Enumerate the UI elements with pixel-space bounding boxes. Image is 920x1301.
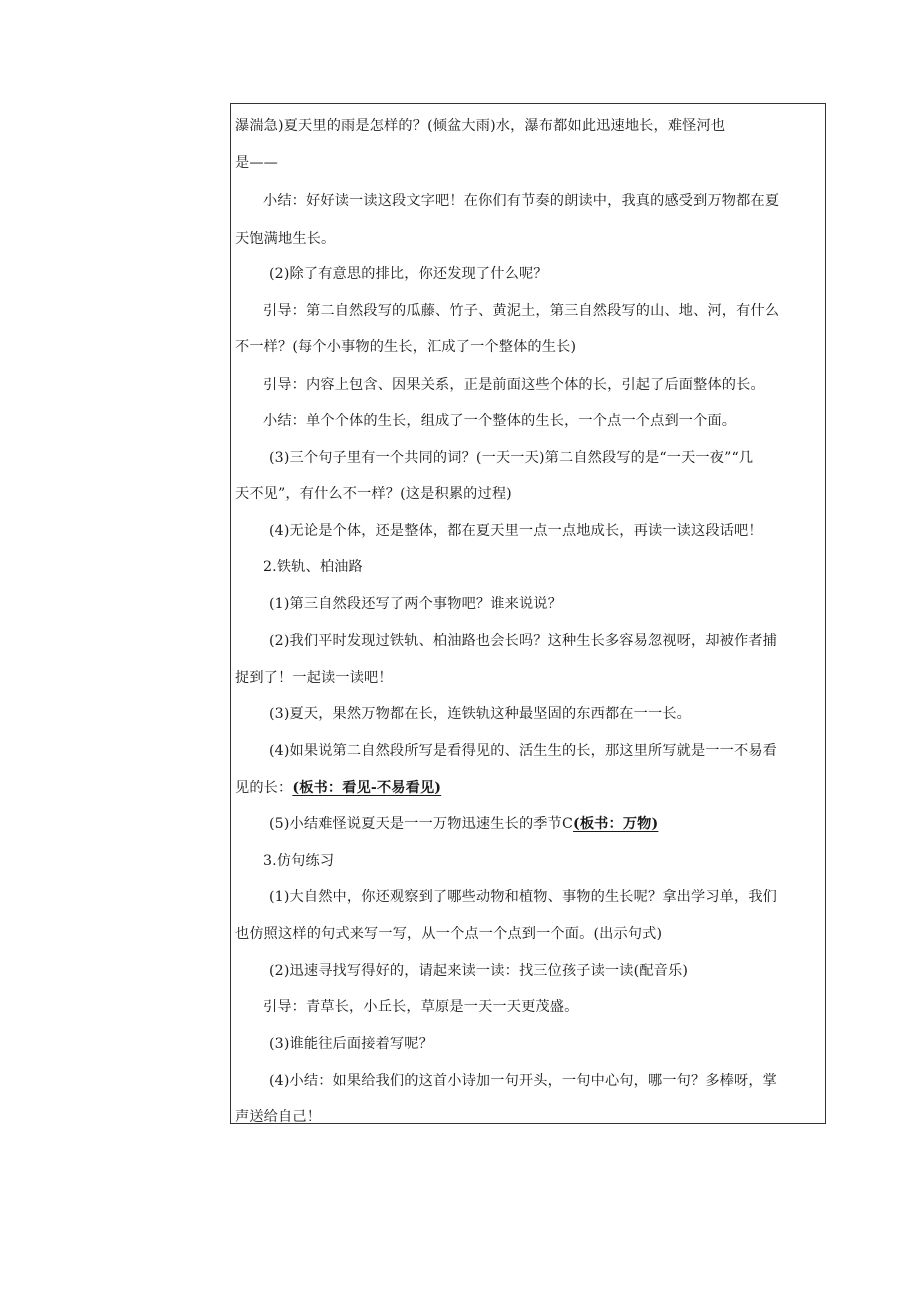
text-line: [235, 412, 825, 430]
text-line: [235, 925, 825, 943]
line-text: 引导：内容上包含、因果关系，正是前面这些个体的长，引起了后面整体的长。: [263, 377, 765, 393]
text-line: [235, 1035, 825, 1053]
text-line: [235, 522, 825, 540]
text-line: [235, 1072, 825, 1090]
line-text: 小结：好好读一读这段文字吧！在你们有节奏的朗读中，我真的感受到万物都在夏: [263, 193, 780, 209]
line-text: 天饱满地生长。: [235, 231, 336, 247]
line-text: (2)除了有意思的排比，你还发现了什么呢？: [269, 266, 548, 282]
line-text: 也仿照这样的句式来写一写，从一个点一个点到一个面。(出示句式): [235, 926, 663, 942]
line-text: (2)我们平时发现过铁轨、柏油路也会长吗？这种生长多容易忽视呀，却被作者捕: [269, 633, 778, 649]
text-line: [235, 705, 825, 723]
text-line: [235, 852, 825, 870]
line-text: 不一样？(每个小事物的生长，汇成了一个整体的生长): [235, 339, 577, 355]
line-text: 天不见”，有什么不一样？(这是积累的过程): [235, 486, 512, 502]
text-line: [235, 558, 825, 576]
text-line: [235, 449, 825, 467]
line-text: 声送给自己！: [235, 1109, 322, 1125]
line-text: (4)如果说第二自然段所写是看得见的、活生生的长，那这里所写就是一一不易看: [269, 743, 778, 759]
text-line: [235, 742, 825, 760]
line-text: (1)第三自然段还写了两个事物吧？谁来说说？: [269, 596, 562, 612]
text-line: [235, 669, 825, 687]
text-line: [235, 485, 825, 503]
text-line: [235, 779, 825, 797]
line-text: 2.铁轨、柏油路: [263, 559, 363, 575]
line-text: (4)小结：如果给我们的这首小诗加一句开头，一句中心句，哪一句？多棒呀，掌: [269, 1073, 778, 1089]
line-text: 小结：单个个体的生长，组成了一个整体的生长，一个点一个点到一个面。: [263, 413, 737, 429]
text-line: [235, 595, 825, 613]
text-line: [235, 632, 825, 650]
text-line: [235, 962, 825, 980]
line-text: (4)无论是个体，还是整体，都在夏天里一点一点地成长，再读一读这段话吧！: [269, 523, 763, 539]
text-line: [235, 117, 825, 135]
line-text: 见的长：: [235, 780, 293, 796]
text-line: [235, 154, 825, 172]
line-text: 是——: [235, 155, 279, 171]
line-text: 引导：青草长，小丘长，草原是一天一天更茂盛。: [263, 999, 579, 1015]
board-note: (板书：万物): [572, 816, 659, 832]
line-text: (3)三个句子里有一个共同的词？(一天一天)第二自然段写的是“一天一夜”“几: [269, 450, 754, 466]
text-line: [235, 376, 825, 394]
text-line: [235, 338, 825, 356]
line-text: (2)迅速寻找写得好的，请起来读一读：找三位孩子读一读(配音乐): [269, 963, 689, 979]
line-text: 捉到了！一起读一读吧！: [235, 670, 393, 686]
line-text: 引导：第二自然段写的瓜藤、竹子、黄泥土，第三自然段写的山、地、河，有什么: [263, 303, 780, 319]
text-line: [235, 192, 825, 210]
text-line: [235, 265, 825, 283]
line-text: (1)大自然中，你还观察到了哪些动物和植物、事物的生长呢？拿出学习单，我们: [269, 889, 778, 905]
line-text: 3.仿句练习: [263, 853, 335, 869]
line-text: (3)谁能往后面接着写呢？: [269, 1036, 433, 1052]
line-text: (3)夏天，果然万物都在长，连铁轨这种最坚固的东西都在一一长。: [269, 706, 691, 722]
text-line: [235, 230, 825, 248]
text-line: [235, 1108, 825, 1126]
board-note: (板书：看见-不易看见): [292, 780, 442, 796]
text-line: [235, 815, 825, 833]
text-line: [235, 302, 825, 320]
text-line: [235, 998, 825, 1016]
line-text: 瀑湍急)夏天里的雨是怎样的？(倾盆大雨)水，瀑布都如此迅速地长，难怪河也: [235, 118, 726, 134]
text-line: [235, 888, 825, 906]
line-text: (5)小结难怪说夏天是一一万物迅速生长的季节C: [269, 816, 573, 832]
